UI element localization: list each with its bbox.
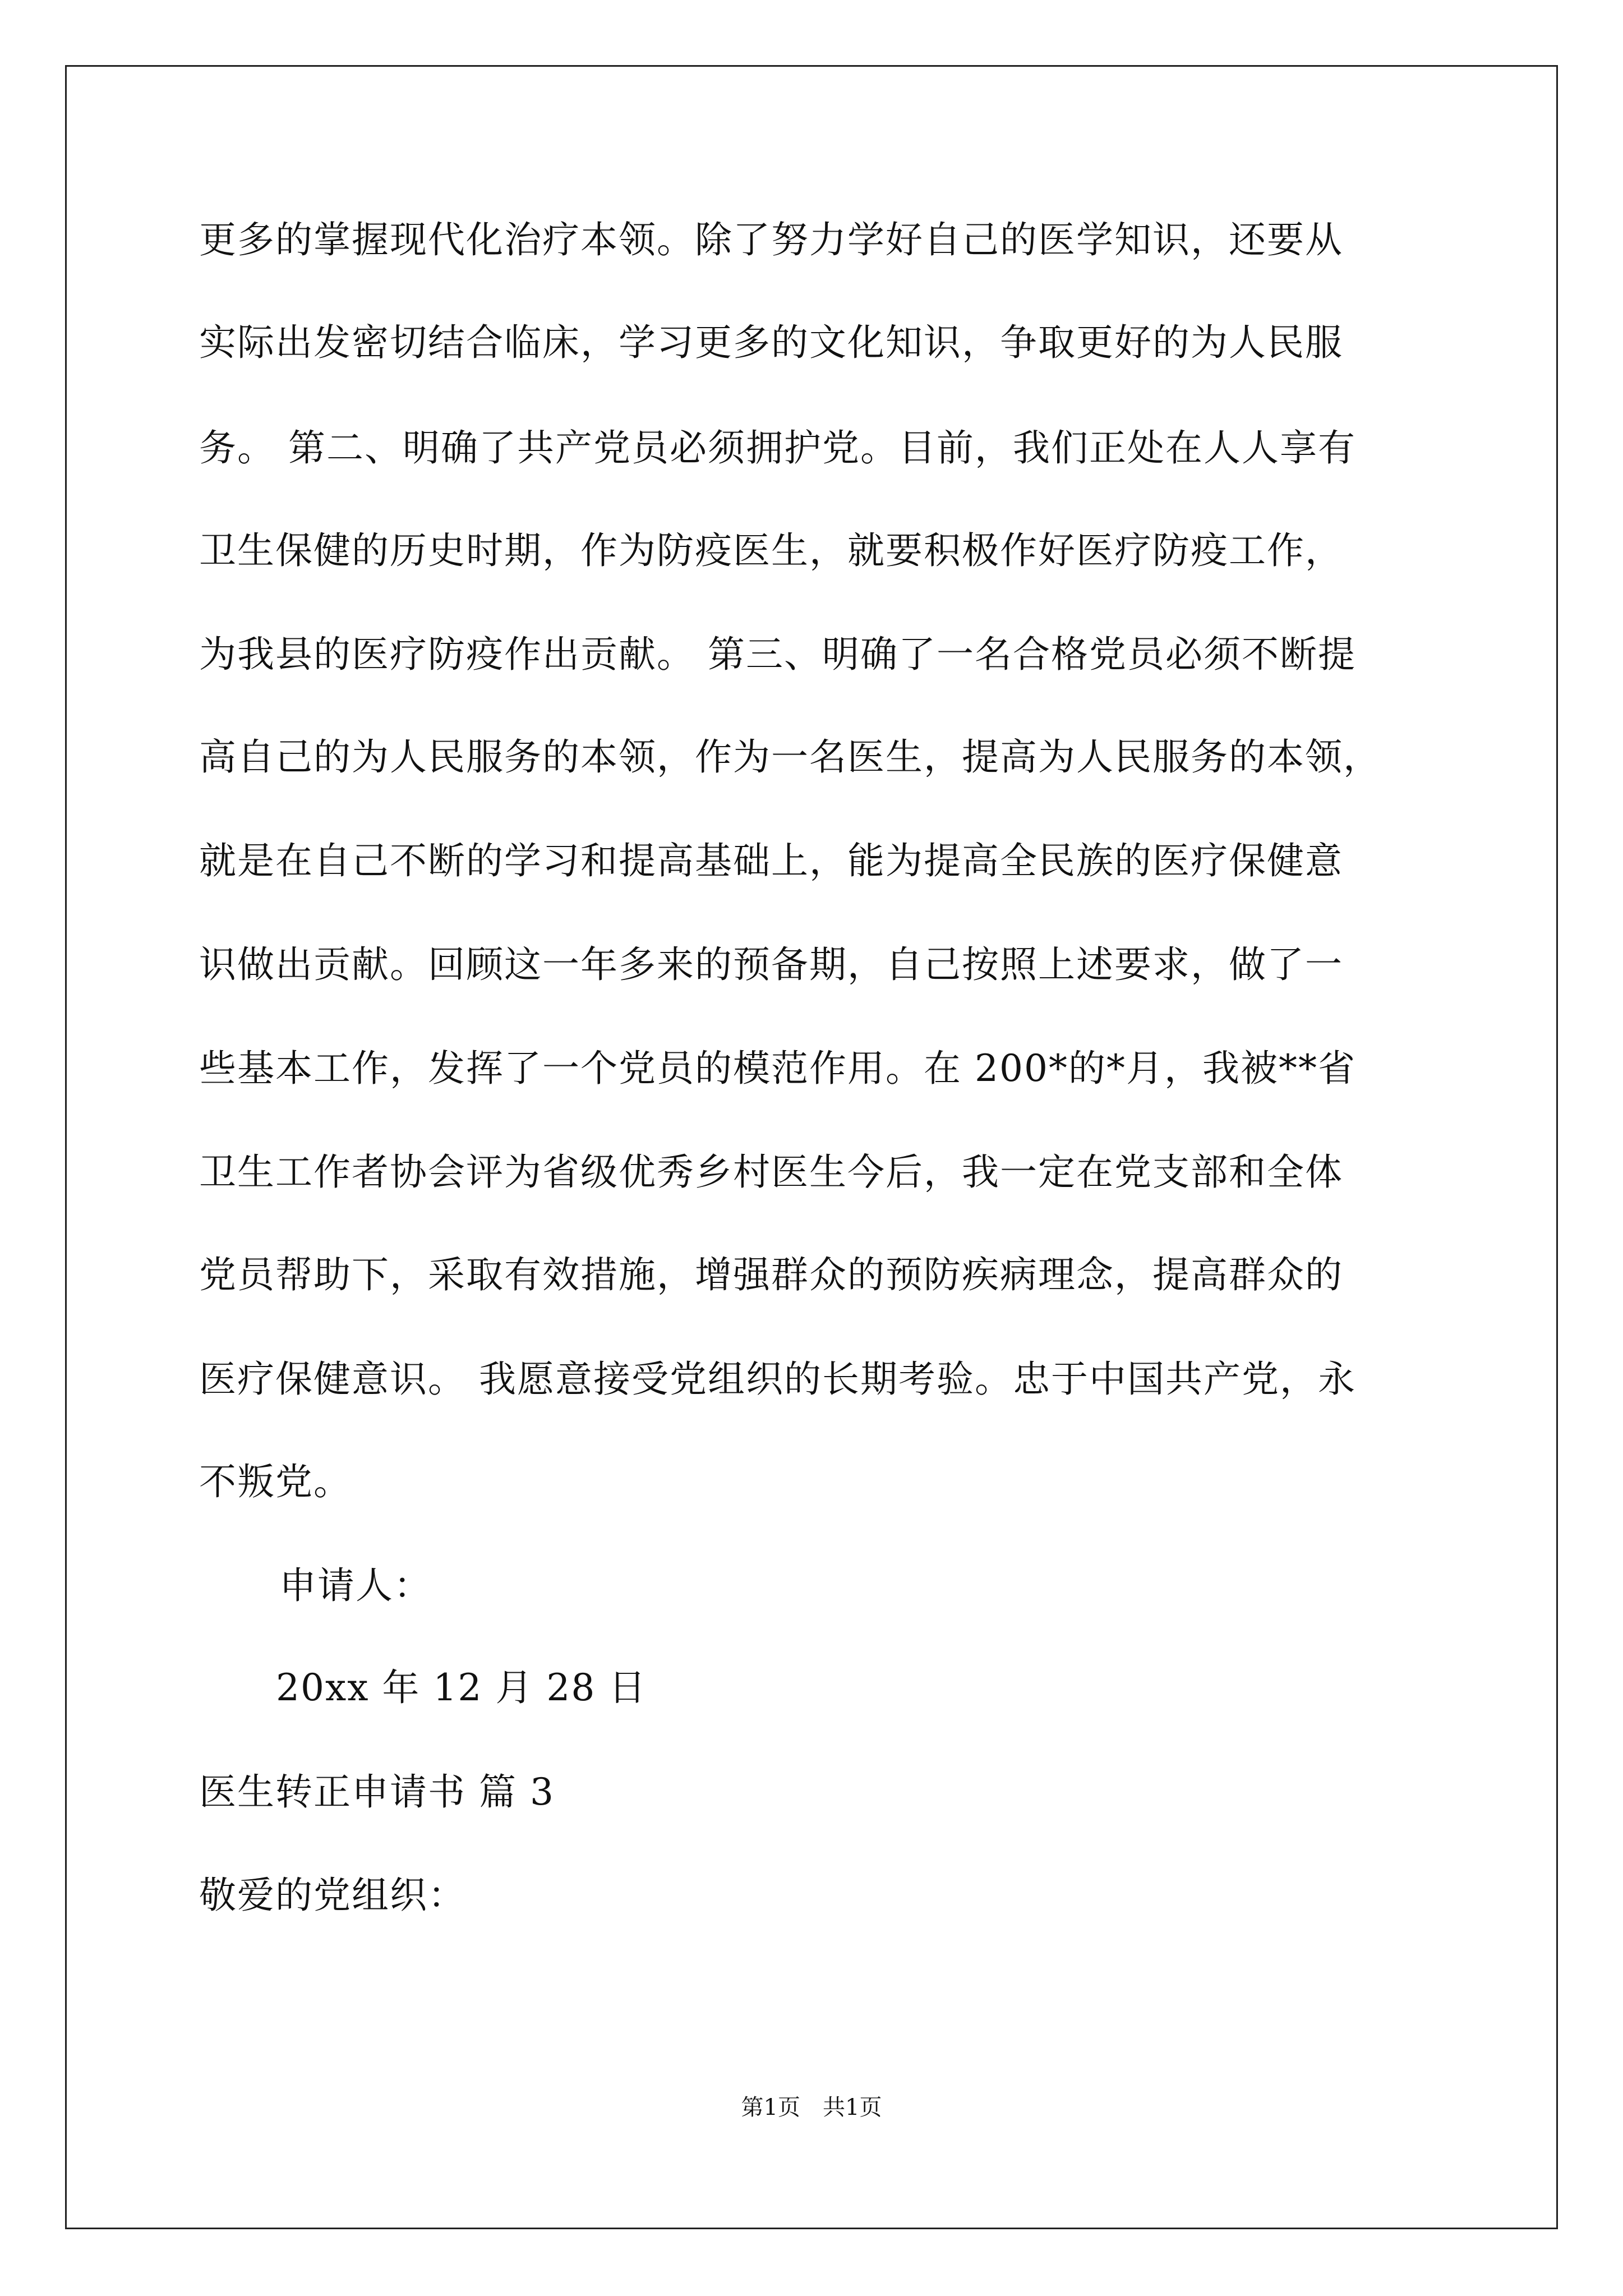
body-line-10: 卫生工作者协会评为省级优秀乡村医生今后，我一定在党支部和全体 (199, 1151, 1343, 1194)
body-line-4: 卫生保健的历史时期，作为防疫医生，就要积极作好医疗防疫工作， (199, 529, 1343, 572)
body-line-9: 些基本工作，发挥了一个党员的模范作用。在 200*的*月，我被**省 (199, 1047, 1356, 1090)
body-line-11: 党员帮助下，采取有效措施，增强群众的预防疾病理念，提高群众的 (199, 1253, 1343, 1296)
body-line-8: 识做出贡献。回顾这一年多来的预备期，自己按照上述要求，做了一 (199, 943, 1343, 986)
body-line-5: 为我县的医疗防疫作出贡献。 第三、明确了一名合格党员必须不断提 (199, 633, 1356, 676)
body-line-2: 实际出发密切结合临床，学习更多的文化知识，争取更好的为人民服 (199, 321, 1343, 364)
salutation: 敬爱的党组织： (199, 1874, 466, 1917)
body-line-3: 务。 第二、明确了共产党员必须拥护党。目前，我们正处在人人享有 (199, 426, 1356, 470)
applicant-label: 申请人： (279, 1564, 432, 1607)
body-line-13: 不叛党。 (199, 1460, 352, 1503)
body-line-7: 就是在自己不断的学习和提高基础上，能为提高全民族的医疗保健意 (199, 839, 1343, 882)
body-line-1: 更多的掌握现代化治疗本领。除了努力学好自己的医学知识，还要从 (199, 218, 1343, 261)
body-line-12: 医疗保健意识。 我愿意接受党组织的长期考验。忠于中国共产党，永 (199, 1358, 1356, 1401)
section-title: 医生转正申请书 篇 3 (199, 1770, 555, 1814)
page-indicator: 第1页 共1页 (741, 2095, 882, 2120)
signature-date: 20xx 年 12 月 28 日 (276, 1666, 647, 1709)
body-line-6: 高自己的为人民服务的本领，作为一名医生，提高为人民服务的本领， (199, 735, 1381, 779)
